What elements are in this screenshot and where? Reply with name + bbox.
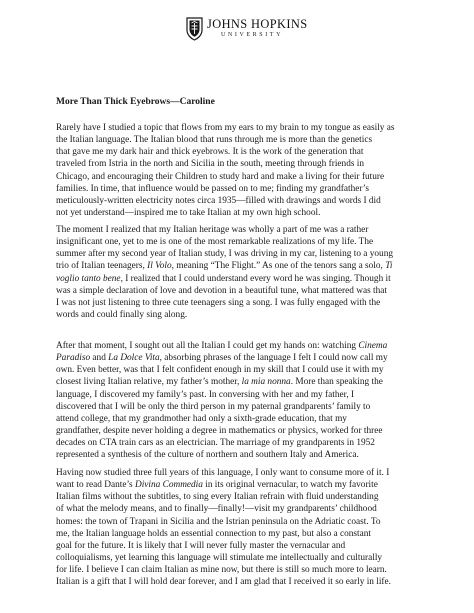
text-line (56, 552, 428, 564)
text-run: own. Even better, was that I felt confident enough in my skill that I could use it with my (56, 365, 384, 376)
text-line (56, 171, 428, 183)
text-run: homes: the town of Trapani in Sicilia and the Istrian peninsula on the Adriatic coast. To (56, 516, 381, 527)
text-run: goal for the future. It is likely that I will never fully master the vernacular and (56, 540, 346, 551)
paragraph-3 (56, 340, 428, 461)
text-run: the Italian language. The Italian blood that runs through me is more than the genetics (56, 135, 373, 146)
text-run: The moment I realized that my Italian heritage was wholly a part of me was a rather (56, 225, 369, 235)
text-line (56, 273, 428, 285)
text-line (56, 376, 428, 388)
paragraph-2 (56, 224, 428, 321)
text-line (56, 576, 428, 588)
text-run: Chicago, and encouraging their Children to study hard and make a living for their future (56, 171, 385, 182)
text-line (56, 516, 428, 528)
text-line (56, 260, 428, 272)
text-run: , meaning “The Flight.” As one of the tenors sang a solo, (171, 261, 386, 272)
text-line (56, 449, 428, 461)
university-logo (186, 17, 308, 41)
text-line (56, 224, 428, 236)
text-run: closest living Italian relative, my father’s mother, (56, 377, 242, 388)
italic-run: Cinema (358, 341, 388, 351)
text-run: language, I discovered my family’s past. In conversing with her and my father, I (56, 389, 355, 400)
text-line (56, 122, 428, 134)
text-run: that gave me my dark hair and thick eyebrows. It is the work of the generation that (56, 147, 364, 158)
text-run: discovered that I will be only the third person in my paternal grandparents’ family to (56, 401, 371, 412)
text-line (56, 503, 428, 515)
text-line (56, 146, 428, 158)
text-run: , I realized that I could understand every word he was singing. Though it (120, 273, 391, 284)
text-line (56, 195, 428, 207)
text-run: grandfather, despite never holding a degree in mathematics or physics, worked for three (56, 425, 383, 436)
text-run: trio of Italian teenagers, (56, 261, 148, 272)
italic-run: voglio tanto bene (56, 273, 121, 284)
italic-run: Ti (385, 261, 393, 272)
text-line (56, 285, 428, 297)
text-run: families. In time, that influence would be passed on to me; finding my grandfather’s (56, 183, 370, 194)
text-run: Italian is a gift that I will hold dear forever, and I am glad that I received it so early in life. (56, 577, 391, 588)
text-run: Italian films without the subtitles, to sing every Italian refrain with fluid understanding (56, 492, 379, 503)
text-run: traveled from Istria in the north and Sicilia in the south, meeting through friends in (56, 159, 365, 170)
text-line (56, 207, 428, 219)
text-run: want to read Dante’s (56, 480, 135, 491)
text-run: and (90, 353, 109, 364)
text-run: colloquialisms, yet learning this language will stimulate me intellectually and culturally (56, 552, 383, 563)
text-line (56, 479, 428, 491)
italic-run: Paradiso (56, 353, 91, 364)
text-line (56, 401, 428, 413)
text-line (56, 236, 428, 248)
text-run: . More than speaking the (290, 377, 383, 388)
text-run: words and could finally sing along. (56, 309, 188, 320)
essay-title: More Than Thick Eyebrows—Caroline (56, 97, 215, 107)
text-line (56, 437, 428, 449)
text-run: attend college, that my grandmother had only a sixth-grade education, that my (56, 413, 347, 424)
text-run: I was not just listening to three cute teenagers sing a song. I was fully engaged with the (56, 297, 381, 308)
text-line (56, 248, 428, 260)
paragraph-4 (56, 467, 428, 588)
logo-subtitle: UNIVERSITY (221, 32, 283, 38)
text-run: not yet understand—inspired me to take Italian at my own high school. (56, 207, 321, 218)
text-run: insignificant one, yet to me is one of the most remarkable realizations of my life. The (56, 237, 374, 248)
paragraph-1 (56, 122, 428, 219)
text-run: After that moment, I sought out all the Italian I could get my hands on: watching (56, 341, 359, 351)
italic-run: Il Volo (147, 261, 172, 272)
text-run: represented a synthesis of the culture of northern and southern Italy and America. (56, 450, 359, 461)
text-run: was a simple declaration of love and devotion in a beautiful tune, what mattered was that (56, 285, 387, 296)
text-run: Rarely have I studied a topic that flows from my ears to my brain to my tongue as easily as (56, 123, 395, 133)
text-run: Having now studied three full years of this language, I only want to consume more of it. I (56, 468, 390, 478)
text-line (56, 309, 428, 321)
text-run: of what the melody means, and to finally—finally!—visit my grandparents’ childhood (56, 504, 377, 515)
text-line (56, 564, 428, 576)
italic-run: la mia nonna (241, 377, 291, 388)
shield-crest-icon (186, 17, 203, 41)
text-line (56, 183, 428, 195)
text-run: , absorbing phrases of the language I felt I could now call my (159, 353, 388, 364)
italic-run: La Dolce Vita (108, 353, 160, 364)
text-line (56, 364, 428, 376)
text-line (56, 340, 428, 352)
text-line (56, 467, 428, 479)
text-run: summer after my second year of Italian study, I was driving in my car, listening to a young (56, 249, 393, 260)
text-run: me, the Italian language holds an essential connection to my past, but also a constant (56, 528, 371, 539)
text-line (56, 413, 428, 425)
text-line (56, 528, 428, 540)
text-run: decades on CTA train cars as an electrician. The marriage of my grandparents in 1952 (56, 438, 375, 449)
text-line (56, 134, 428, 146)
text-run: for life. I believe I can claim Italian as mine now, but there is still so much more to learn. (56, 565, 387, 576)
italic-run: Divina Commedia (135, 480, 203, 491)
logo-name: JOHNS HOPKINS (207, 17, 308, 31)
text-line (56, 389, 428, 401)
text-line (56, 352, 428, 364)
text-line (56, 297, 428, 309)
text-line (56, 491, 428, 503)
text-line (56, 540, 428, 552)
text-run: meticulously-written electricity notes circa 1935—filled with drawings and words I did (56, 195, 381, 206)
text-line (56, 425, 428, 437)
text-line (56, 158, 428, 170)
text-run: in its original vernacular, to watch my favorite (202, 480, 378, 491)
